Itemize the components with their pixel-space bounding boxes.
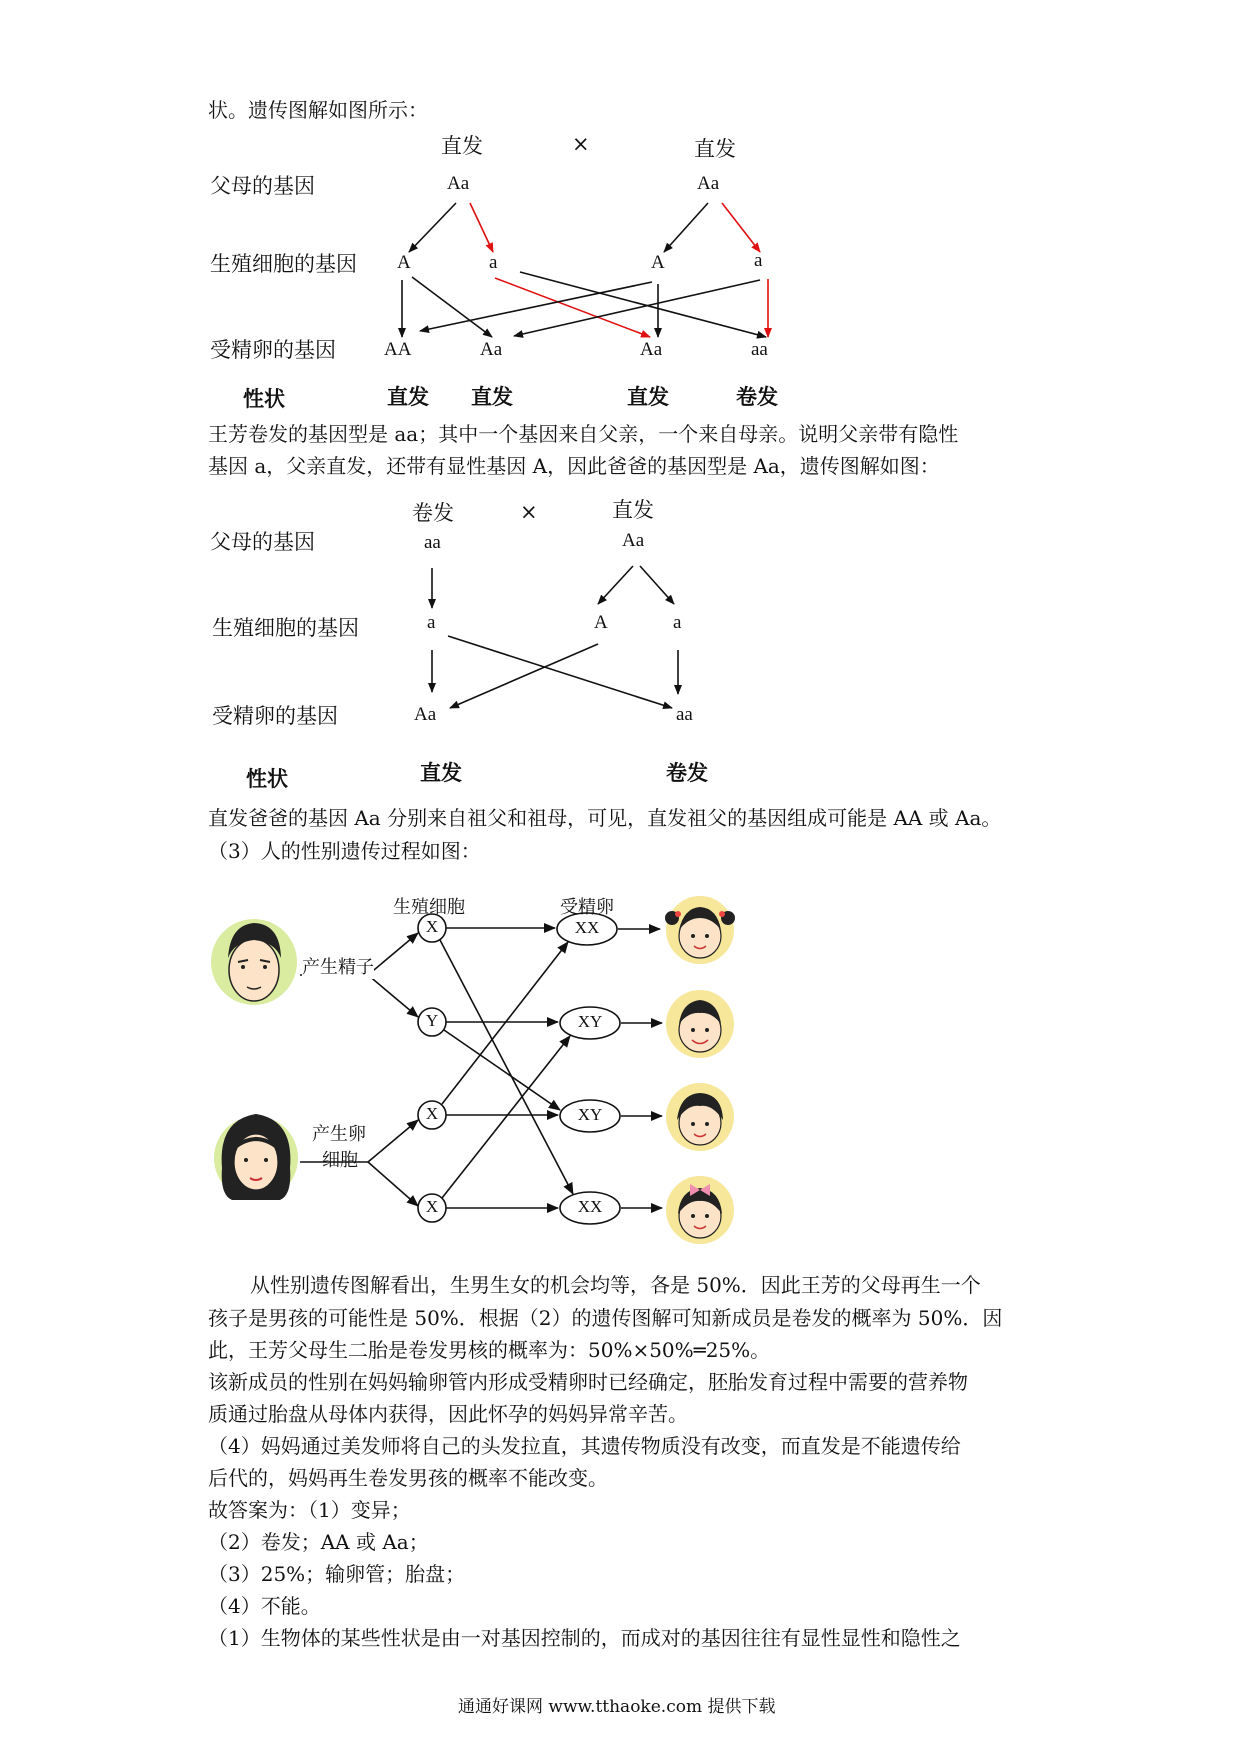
d1-row-gametes: 生殖细胞的基因	[210, 252, 357, 276]
page-footer: 通通好课网 www.tthaoke.com 提供下载	[458, 1697, 776, 1717]
answer-line: 故答案为：（1）变异；	[208, 1498, 411, 1522]
d3-sperm: Y	[425, 1011, 439, 1030]
d1-cross-symbol: ×	[572, 132, 590, 156]
section-heading: （3）人的性别遗传过程如图：	[208, 839, 481, 863]
d2-parent-left-trait: 卷发	[412, 501, 454, 525]
mother-face-icon	[214, 1114, 298, 1200]
paragraph-line: 此，王芳父母生二胎是卷发男核的概率为：50%×50%═25%。	[208, 1338, 771, 1362]
paragraph-line: 质通过胎盘从母体内获得，因此怀孕的妈妈异常辛苦。	[208, 1402, 688, 1426]
father-face-icon	[211, 919, 297, 1005]
d1-zygote: AA	[384, 339, 412, 360]
girl-face-icon	[665, 896, 735, 964]
d1-row-zygotes: 受精卵的基因	[210, 338, 336, 362]
d2-trait: 卷发	[666, 761, 708, 785]
d3-zygote: XY	[577, 1012, 603, 1031]
paragraph-line: （4）妈妈通过美发师将自己的头发拉直，其遗传物质没有改变，而直发是不能遗传给	[208, 1434, 961, 1458]
d1-parent-left-gene: Aa	[447, 173, 470, 194]
intro-line: 状。遗传图解如图所示：	[208, 98, 428, 122]
d1-zygote: aa	[751, 339, 768, 360]
d2-cross-symbol: ×	[520, 500, 538, 524]
paragraph-line: 王芳卷发的基因型是 aa；其中一个基因来自父亲，一个来自母亲。说明父亲带有隐性	[208, 422, 959, 446]
answer-line: （2）卷发；AA 或 Aa；	[208, 1530, 429, 1554]
d2-zygote: aa	[676, 704, 693, 725]
d1-parent-right-gene: Aa	[697, 173, 720, 194]
d1-gamete: a	[754, 250, 763, 271]
answer-line: （1）生物体的某些性状是由一对基因控制的，而成对的基因往往有显性显性和隐性之	[208, 1626, 961, 1650]
paragraph-line: 基因 a，父亲直发，还带有显性基因 A，因此爸爸的基因型是 Aa，遗传图解如图：	[208, 454, 940, 478]
d2-parent-right-trait: 直发	[612, 498, 654, 522]
d3-father-label: 产生精子	[302, 953, 374, 979]
d2-gamete: A	[594, 612, 608, 633]
d1-trait: 直发	[471, 385, 513, 409]
d2-parent-left-gene: aa	[424, 532, 441, 553]
d3-mother-label: 细胞	[322, 1150, 358, 1171]
d1-gamete: a	[489, 252, 498, 273]
d3-egg: X	[425, 1104, 439, 1123]
paragraph-line: 直发爸爸的基因 Aa 分别来自祖父和祖母，可见，直发祖父的基因组成可能是 AA 或 Aa。	[208, 806, 1002, 830]
d3-header-gametes: 生殖细胞	[393, 897, 465, 918]
d3-header-zygotes: 受精卵	[560, 897, 614, 918]
answer-line: （3）25%；输卵管；胎盘；	[208, 1562, 466, 1586]
d1-gamete: A	[651, 252, 665, 273]
paragraph-line: 从性别遗传图解看出，生男生女的机会均等，各是 50%．因此王芳的父母再生一个	[250, 1273, 981, 1297]
d3-egg: X	[425, 1197, 439, 1216]
d2-row-gametes: 生殖细胞的基因	[212, 616, 359, 640]
d2-zygote: Aa	[414, 704, 437, 725]
d3-zygote: XX	[577, 1197, 603, 1216]
d2-gamete: a	[427, 612, 436, 633]
d2-row-parents: 父母的基因	[210, 530, 315, 554]
d1-gamete: A	[397, 252, 411, 273]
d2-row-traits: 性状	[246, 767, 288, 791]
paragraph-line: 后代的，妈妈再生卷发男孩的概率不能改变。	[208, 1466, 608, 1490]
d1-parent-left-trait: 直发	[441, 134, 483, 158]
d2-trait: 直发	[420, 761, 462, 785]
paragraph-line: 孩子是男孩的可能性是 50%．根据（2）的遗传图解可知新成员是卷发的概率为 50%．因	[208, 1306, 1003, 1330]
d3-zygote: XX	[574, 918, 600, 937]
d1-parent-right-trait: 直发	[694, 137, 736, 161]
d2-gamete: a	[673, 612, 682, 633]
boy-face-icon	[666, 1083, 734, 1151]
answer-line: （4）不能。	[208, 1594, 321, 1618]
paragraph-line: 该新成员的性别在妈妈输卵管内形成受精卵时已经确定，胚胎发育过程中需要的营养物	[208, 1370, 968, 1394]
d1-zygote: Aa	[640, 339, 663, 360]
boy-face-icon	[666, 990, 734, 1058]
d1-trait: 卷发	[736, 385, 778, 409]
d2-row-zygotes: 受精卵的基因	[212, 704, 338, 728]
d3-sperm: X	[425, 917, 439, 936]
d2-parent-right-gene: Aa	[622, 530, 645, 551]
d1-row-traits: 性状	[243, 387, 285, 411]
d1-row-parents: 父母的基因	[210, 174, 315, 198]
d1-trait: 直发	[627, 385, 669, 409]
d3-zygote: XY	[577, 1105, 603, 1124]
d3-mother-label: 产生卵	[312, 1124, 366, 1145]
girl-face-icon	[666, 1176, 734, 1244]
d1-zygote: Aa	[480, 339, 503, 360]
d1-trait: 直发	[387, 385, 429, 409]
